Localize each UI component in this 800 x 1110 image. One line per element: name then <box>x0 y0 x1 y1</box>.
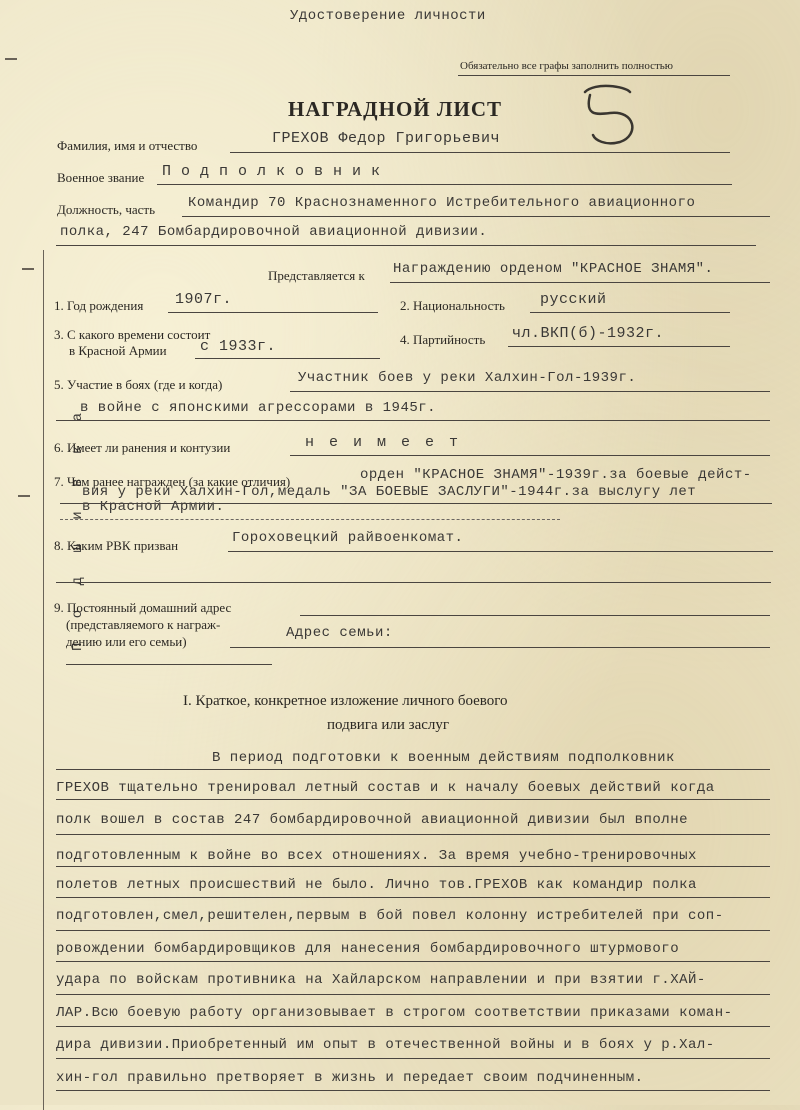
address-label-3: дению или его семьи) <box>66 634 187 649</box>
top-typed-caption: Удостоверение личности <box>290 8 486 24</box>
notice-text: Обязательно все графы заполнить полностью <box>460 60 674 72</box>
presented-label: Представляется к <box>268 268 365 283</box>
presented-line <box>390 282 770 283</box>
address-label-1: 9. Постоянный домашний адрес <box>54 600 232 615</box>
address-line-top <box>300 615 770 616</box>
handwritten-number-mark <box>575 80 655 150</box>
nationality-line <box>530 312 730 313</box>
body-rule-4 <box>56 866 770 867</box>
body-rule-3 <box>56 834 770 835</box>
nationality-value: русский <box>540 291 607 308</box>
body-line-2: ГРЕХОВ тщательно тренировал летный состав и к началу боевых действий когда <box>56 780 715 796</box>
party-value: чл.ВКП(б)-1932г. <box>512 325 665 342</box>
rank-value: П о д п о л к о в н и к <box>162 163 381 180</box>
wounds-line <box>290 455 770 456</box>
position-label: Должность, часть <box>57 202 156 217</box>
page-title: НАГРАДНОЙ ЛИСТ <box>288 97 503 121</box>
presented-value: Награждению орденом "КРАСНОЕ ЗНАМЯ". <box>393 261 714 277</box>
address-line-bottom <box>66 664 272 665</box>
awards-line2 <box>60 519 560 520</box>
awards-label: 7. Чем ранее награжден (за какие отличия) <box>54 474 291 489</box>
rvk-value: Гороховецкий райвоенкомат. <box>232 530 464 546</box>
body-rule-11 <box>56 1090 770 1091</box>
body-line-3: полк вошел в состав 247 бомбардировочной авиационной дивизии был вполне <box>56 812 688 828</box>
service-since-label-1: 3. С какого времени состоит <box>54 327 211 342</box>
rank-label: Военное звание <box>57 170 145 185</box>
service-since-value: с 1933г. <box>200 338 277 355</box>
body-rule-1 <box>56 769 770 770</box>
position-line2 <box>56 245 756 246</box>
body-line-9: ЛАР.Всю боевую работу организовывает в строгом соответствии приказами коман- <box>56 1005 733 1021</box>
fio-value: ГРЕХОВ Федор Григорьевич <box>272 130 501 147</box>
battles-value-line2: в войне с японскими агрессорами в 1945г. <box>80 400 437 416</box>
address-label-2: (представляемого к награж- <box>66 617 221 632</box>
birth-year-label: 1. Год рождения <box>54 298 144 313</box>
birth-year-line <box>168 312 378 313</box>
service-since-line <box>195 358 380 359</box>
section-heading-1: I. Краткое, конкретное изложение личного боевого <box>183 693 508 709</box>
battles-line2 <box>56 420 770 421</box>
notice-underline <box>458 75 730 76</box>
awards-line1 <box>60 503 772 504</box>
address-value: Адрес семьи: <box>286 625 393 641</box>
rvk-line-extra <box>56 582 771 583</box>
service-since-label-2: в Красной Армии <box>69 343 167 358</box>
body-line-8: удара по войскам противника на Хайларском направлении и при взятии г.ХАЙ- <box>56 972 706 988</box>
body-rule-6 <box>56 930 770 931</box>
wounds-label: 6. Имеет ли ранения и контузии <box>54 440 231 455</box>
margin-tick-3 <box>18 495 30 497</box>
body-line-4: подготовленным к войне во всех отношениях. За время учебно-тренировочных <box>56 848 697 864</box>
body-line-5: полетов летных происшествий не было. Лично тов.ГРЕХОВ как командир полка <box>56 877 697 893</box>
side-label-podshivka: П о д ш и в к а <box>70 404 87 652</box>
body-line-6: подготовлен,смел,решителен,первым в бой повел колонну истребителей при соп- <box>56 908 724 924</box>
address-line-mid <box>230 647 770 648</box>
awards-value-line1: орден "КРАСНОЕ ЗНАМЯ"-1939г.за боевые дейст- <box>360 467 752 483</box>
rvk-line <box>228 551 773 552</box>
party-label: 4. Партийность <box>400 332 486 347</box>
party-line <box>508 346 730 347</box>
rank-line <box>157 184 732 185</box>
body-rule-10 <box>56 1058 770 1059</box>
fio-line <box>230 152 730 153</box>
body-rule-5 <box>56 897 770 898</box>
body-rule-2 <box>56 799 770 800</box>
awards-value-line3: в Красной Армии. <box>82 499 225 515</box>
body-line-7: ровождении бомбардировщиков для нанесения бомбардировочного штурмового <box>56 941 680 957</box>
left-margin-line <box>43 250 44 1110</box>
nationality-label: 2. Национальность <box>400 298 505 313</box>
wounds-value: н е и м е е т <box>305 434 462 451</box>
birth-year-value: 1907г. <box>175 291 233 308</box>
body-rule-8 <box>56 994 770 995</box>
margin-tick-1 <box>5 58 17 60</box>
battles-line1 <box>290 391 770 392</box>
awards-value-line2: вия у реки Халхин-Гол,медаль "ЗА БОЕВЫЕ ЗАСЛУГИ"-1944г.за выслугу лет <box>82 484 697 500</box>
margin-tick-2 <box>22 268 34 270</box>
rvk-label: 8. Каким РВК призван <box>54 538 179 553</box>
fio-label: Фамилия, имя и отчество <box>57 138 198 153</box>
battles-label: 5. Участие в боях (где и когда) <box>54 377 223 392</box>
position-line1 <box>182 216 770 217</box>
body-rule-7 <box>56 961 770 962</box>
position-value-line2: полка, 247 Бомбардировочной авиационной дивизии. <box>60 224 488 240</box>
body-line-10: дира дивизии.Приобретенный им опыт в отечественной войны и в боях у р.Хал- <box>56 1037 715 1053</box>
body-rule-9 <box>56 1026 770 1027</box>
body-line-1: В период подготовки к военным действиям подполковник <box>212 750 675 766</box>
body-line-11: хин-гол правильно претворяет в жизнь и передает своим подчиненным. <box>56 1070 644 1086</box>
position-value-line1: Командир 70 Краснознаменного Истребительного авиационного <box>188 195 696 211</box>
battles-value-line1: Участник боев у реки Халхин-Гол-1939г. <box>298 370 637 386</box>
section-heading-2: подвига или заслуг <box>327 717 450 733</box>
